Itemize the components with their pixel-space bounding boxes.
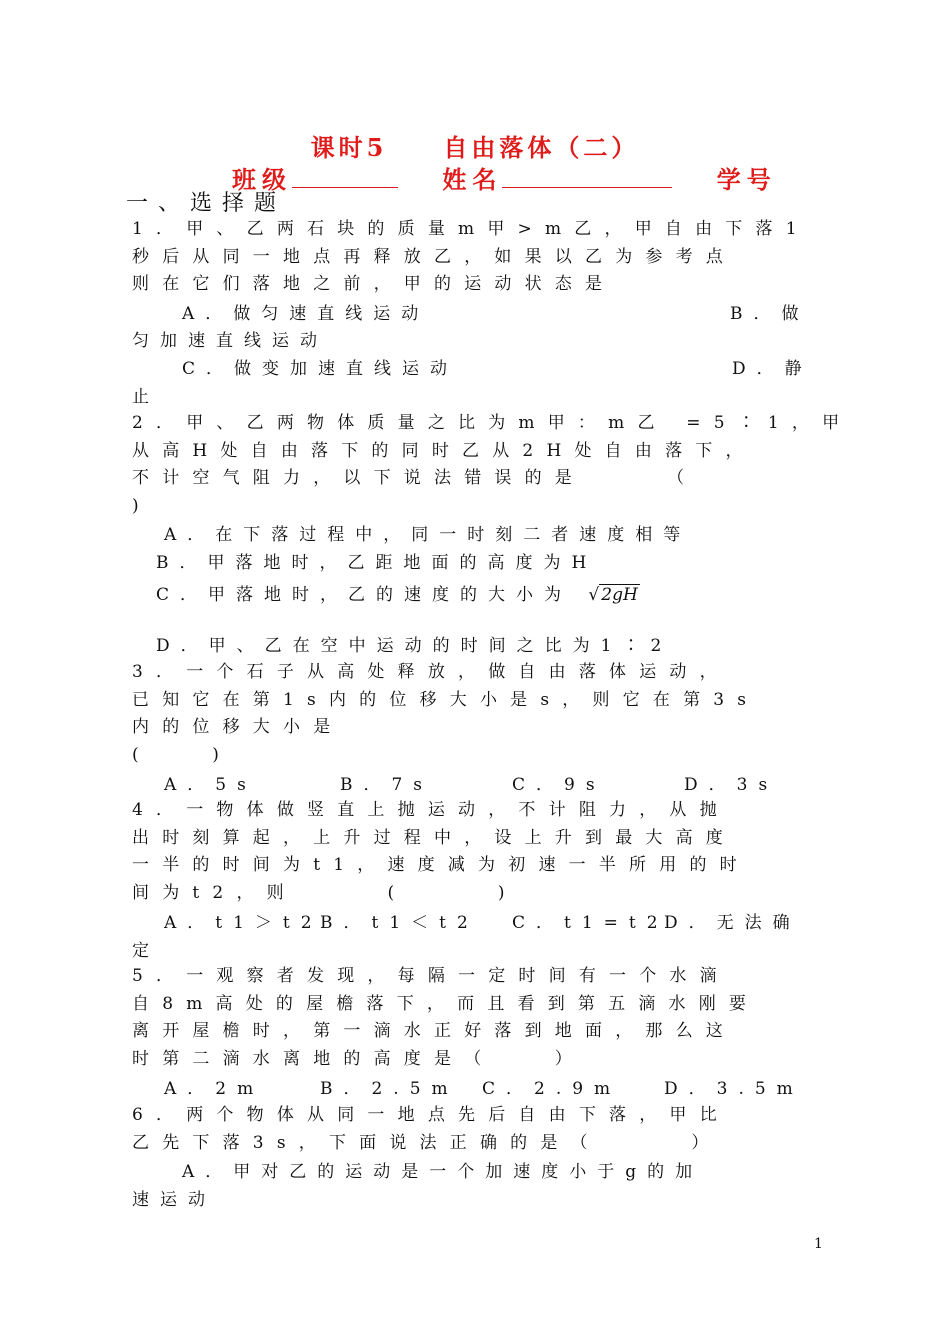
q3-line-1: 3．一个石子从高处释放，做自由落体运动， [132, 662, 730, 682]
q4-line-3: 一半的时间为t1，速度减为初速一半所用的时 [132, 855, 750, 875]
q5-option-a: A．2m [164, 1079, 265, 1099]
q4-option-d-cont: 定 [132, 941, 160, 961]
q2-line-2: 从高H处自由落下的同时乙从2H处自由落下， [132, 440, 756, 461]
q1-line-1: 1．甲、乙两石块的质量m甲>m乙，甲自由下落1 [132, 219, 810, 239]
q4-line-1: 4．一物体做竖直上抛运动，不计阻力，从抛 [132, 800, 730, 820]
sqrt-radicand: 2gH [601, 585, 638, 605]
q2-option-d: D．甲、乙在空中运动的时间之比为1∶2 [156, 636, 673, 656]
q1-line-2: 秒后从同一地点再释放乙，如果以乙为参考点 [132, 246, 736, 267]
q6-line-1: 6．两个物体从同一地点先后自由下落，甲比 [132, 1105, 730, 1125]
q1-option-c: C．做变加速直线运动 [182, 359, 459, 379]
q4-line-4: 间为t2，则 ( ) [132, 882, 518, 903]
q2-line-1: 2．甲、乙两物体质量之比为m甲：m乙 =5∶1，甲 [132, 413, 853, 433]
q6-line-2: 乙先下落3s，下面说法正确的是（ ） [132, 1132, 722, 1153]
q2-option-a: A．在下落过程中，同一时刻二者速度相等 [164, 525, 692, 545]
q5-line-3: 离开屋檐时，第一滴水正好落到地面，那么这 [132, 1021, 736, 1041]
q5-option-b: B．2.5m [320, 1079, 459, 1099]
q1-option-d: D．静 [732, 359, 813, 379]
section-heading: 一、选择题 [126, 191, 287, 216]
sqrt-formula: √ 2gH [588, 585, 638, 605]
q1-option-b-cont: 匀加速直线运动 [132, 331, 328, 351]
q2-option-c-text: C．甲落地时，乙的速度的大小为 [156, 585, 573, 605]
number-label: 学号 [716, 165, 777, 194]
q4-option-a: A．t1＞t2 [164, 913, 323, 933]
q3-option-c: C．9s [512, 775, 606, 795]
q5-line-1: 5．一观察者发现，每隔一定时间有一个水滴 [132, 966, 730, 986]
question-6 [132, 1102, 812, 1157]
question-3 [132, 659, 812, 769]
q5-line-4: 时第二滴水离地的高度是（ ） [132, 1048, 585, 1069]
q4-line-2: 出时刻算起，上升过程中，设上升到最大高度 [132, 827, 736, 848]
q1-option-d-cont: 止 [132, 387, 160, 407]
q3-line-2: 已知它在第1s内的位移大小是s，则它在第3s [132, 689, 760, 710]
class-label: 班级 [232, 165, 292, 194]
question-4 [132, 797, 812, 907]
q3-line-4: ( ) [132, 744, 233, 765]
q6-option-a-cont: 速运动 [132, 1190, 216, 1210]
q4-option-b: B．t1＜t2 [320, 913, 479, 933]
question-1 [132, 216, 812, 299]
q2-option-c [156, 580, 640, 605]
q1-line-3: 则在它们落地之前，甲的运动状态是 [132, 274, 616, 294]
q3-option-d: D．3s [684, 775, 779, 795]
q3-line-3: 内的位移大小是 [132, 717, 344, 737]
question-5 [132, 963, 812, 1073]
q1-option-b: B．做 [730, 304, 810, 324]
name-blank[interactable] [502, 165, 672, 188]
page-number: 1 [814, 1236, 823, 1252]
q2-option-b: B．甲落地时，乙距地面的高度为H [156, 553, 598, 573]
q3-option-b: B．7s [340, 775, 434, 795]
q4-option-c: C．t1=t2 [512, 913, 669, 933]
name-label: 姓名 [442, 165, 503, 194]
q5-line-2: 自8m高处的屋檐落下，而且看到第五滴水刚要 [132, 993, 760, 1014]
page-title: 课时5 自由落体（二） [310, 133, 640, 162]
q5-option-c: C．2.9m [482, 1079, 622, 1099]
q1-option-a: A．做匀速直线运动 [182, 304, 430, 324]
q2-line-4: ) [132, 495, 152, 516]
student-info-line [232, 160, 777, 195]
class-blank[interactable] [292, 165, 398, 188]
question-2 [132, 410, 853, 520]
q4-option-d: D．无法确 [664, 913, 801, 933]
q5-option-d: D．3.5m [664, 1079, 804, 1099]
q6-option-a: A．甲对乙的运动是一个加速度小于g的加 [182, 1162, 704, 1182]
q2-line-3: 不计空气阻力，以下说法错误的是 （ [132, 468, 698, 488]
q3-option-a: A．5s [164, 775, 257, 795]
